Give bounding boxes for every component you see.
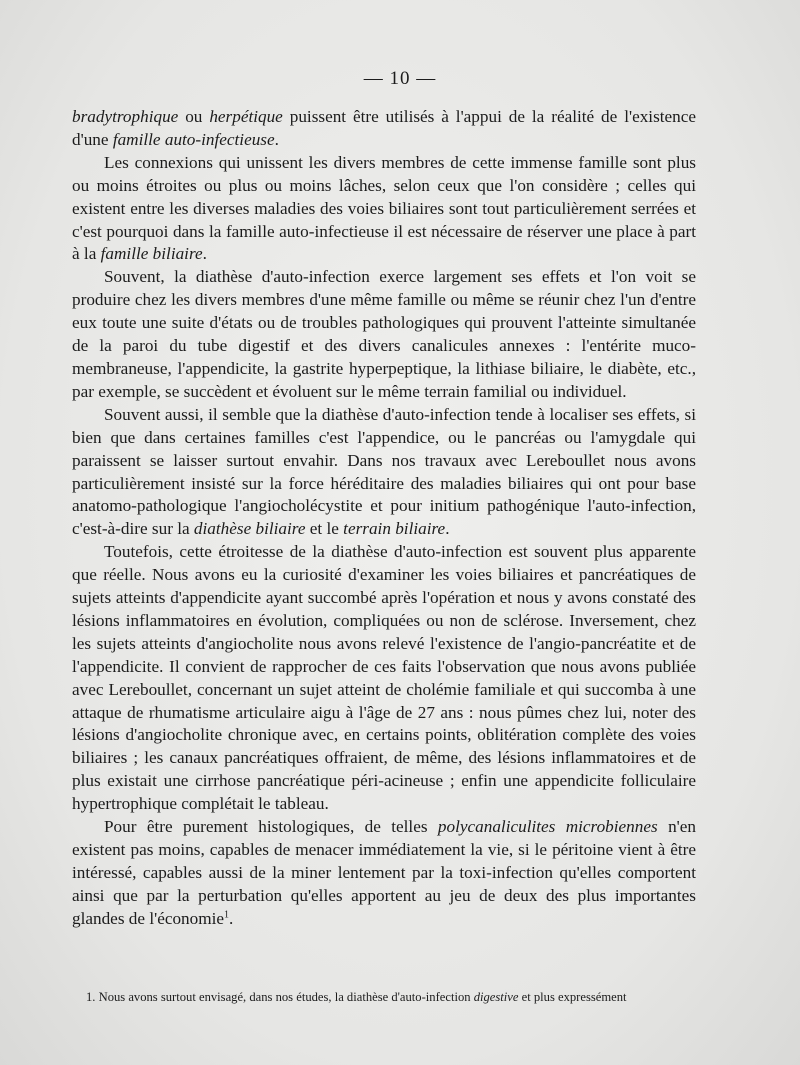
text-run: n'en existent pas moins, capables de menacer immédiatement la vie, si le péritoine vient à être intéressé, capables aussi de la miner lentement par la toxi-infection qu'elles comportent ainsi que par la perturbation qu'elles apportent au jeu de deux des plus importantes glandes de l'économie <box>72 817 697 928</box>
body-text <box>72 106 696 931</box>
footnote <box>72 989 696 1005</box>
paragraph-1 <box>72 106 696 152</box>
italic-run: herpétique <box>209 107 283 126</box>
paragraph-6 <box>72 816 696 931</box>
italic-run: polycanaliculites microbiennes <box>437 817 658 837</box>
text-run: . <box>274 129 279 149</box>
paragraph-3 <box>72 266 696 403</box>
text-run: et plus expressément <box>518 990 627 1004</box>
text-run: Les connexions qui unissent les divers membres de cette immense famille sont plus ou moins étroites ou plus ou moins lâches, selon ceux que l'on considère ; celles qui existent entre les diverses maladies des voies biliaires sont tout particulièrement serrées et c'est pourquoi dans la famille auto-infectieuse il est nécessaire de réserver une place à part à la <box>72 152 696 264</box>
text-run: Souvent, la diathèse d'auto-infection exerce largement ses effets et l'on voit se produire chez les divers membres d'une même famille ou même se réunir chez l'un d'entre eux toute une suite d'états ou de troubles pathologiques qui prouvent l'atteinte simultanée de la paroi du tube digestif et des divers canalicules annexes : l'entérite muco-membraneuse, l'appendicite, la gastrite hyperpeptique, la lithiase biliaire, le diabète, etc., par exemple, se succèdent et évoluent sur le même terrain familial ou individuel. <box>72 267 696 401</box>
paragraph-5 <box>72 541 696 816</box>
text-run: puissent être utilisés à l'appui de la réalité de l'existence d'une <box>72 107 697 149</box>
italic-run: diathèse biliaire <box>193 519 306 539</box>
text-run: . <box>229 908 234 928</box>
italic-run: digestive <box>473 990 519 1004</box>
text-run: Souvent aussi, il semble que la diathèse d'auto-infection tende à localiser ses effets, si bien que dans certaines familles c'est l'appendice, ou le pancréas ou l'amygdale qui paraissent se laisser surtout envahir. Dans nos travaux avec Lereboullet nous avons particulièrement insisté sur la force héréditaire des maladies biliaires qui ont pour base anatomo-pathologique l'angiocholécystite et pour initium pathogénique l'auto-infection, c'est-à-dire sur la <box>72 404 696 539</box>
italic-run: terrain biliaire <box>343 519 446 539</box>
italic-run: famille biliaire <box>100 244 203 264</box>
paragraph-2 <box>72 152 696 267</box>
text-run: Toutefois, cette étroitesse de la diathèse d'auto-infection est souvent plus apparente que réelle. Nous avons eu la curiosité d'examiner les voies biliaires et pancréatiques de sujets atteints d'appendicite ayant succombé après l'opération et nous y avons constaté des lésions inflammatoires en évolution, compliquées ou non de sclérose. Inversement, chez les sujets atteints d'angiocholite nous avons relevé l'existence de l'angio-pancréatite et de l'appendicite. Il convient de rapprocher de ces faits l'observation que nous avons publiée avec Lereboullet, concernant un sujet atteint de cholémie familiale et qui succomba à une attaque de rhumatisme articulaire aigu à l'âge de 27 ans : nous pûmes chez lui, noter des lésions d'angiocholite chronique avec, en certains points, oblitération complète des voies biliaires ; les canaux pancréatiques offraient, de même, des lésions inflammatoires et de plus existait une cirrhose pancréatique péri-acineuse ; enfin une appendicite folliculaire hypertrophique complétait le tableau. <box>72 542 696 814</box>
text-run: Pour être purement histologiques, de telles <box>104 817 438 837</box>
italic-run: famille auto-infectieuse <box>112 129 275 149</box>
text-run: . <box>202 244 207 264</box>
page-number: — 10 — <box>363 68 437 89</box>
paragraph-4 <box>72 404 696 541</box>
text-run: et le <box>305 519 344 539</box>
italic-run: bradytrophique <box>72 107 179 126</box>
footnote-marker: 1 <box>224 908 230 920</box>
text-run: 1. Nous avons surtout envisagé, dans nos études, la diathèse d'auto-infection <box>86 990 474 1004</box>
text-run: ou <box>178 107 210 126</box>
text-run: . <box>445 519 450 539</box>
